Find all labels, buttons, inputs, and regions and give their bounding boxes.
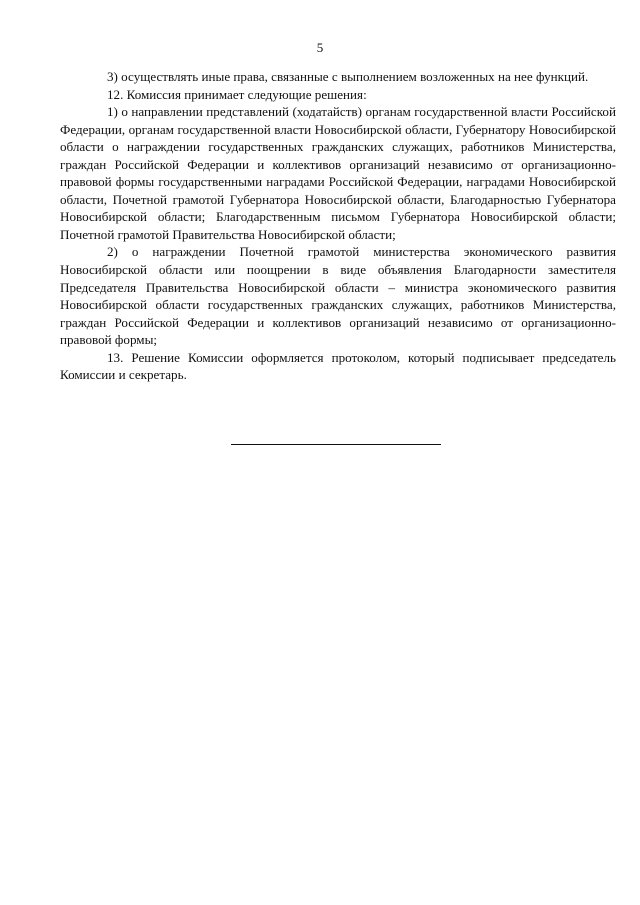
paragraph-section-12: 12. Комиссия принимает следующие решения: bbox=[107, 86, 367, 102]
paragraph-decision-1: 1) о направлении представлений (ходатайств) органам государственной власти Российской Федерации, органам государственной власти Новосибирской области, Губернатору Новосибирской области о награждении государственных гражданских служащих, работников Министерства, граждан Российской Федерации и коллективов организаций независимо от организационно-правовой формы государственными наградами Российской Федерации, наградами Новосибирской области, Почетной грамотой Губернатора Новосибирской области, Благодарностью Губернатора Новосибирской области; Благодарственным письмом Губернатора Новосибирской области; Почетной грамотой Правительства Новосибирской области; bbox=[60, 104, 616, 242]
page-number: 5 bbox=[316, 40, 324, 55]
end-of-document-line bbox=[231, 444, 441, 445]
paragraph-item-3-rights: 3) осуществлять иные права, связанные с выполнением возложенных на нее функций. bbox=[107, 69, 589, 84]
document-body bbox=[60, 68, 616, 384]
paragraph-decision-2: 2) о награждении Почетной грамотой министерства экономического развития Новосибирской области или поощрении в виде объявления Благодарности заместителя Председателя Правительства Новосибирской области – министра экономического развития Новосибирской области государственных гражданских служащих, работников Министерства, граждан Российской Федерации и коллективов организаций независимо от организационно-правовой формы; bbox=[60, 244, 616, 348]
paragraph-section-13: 13. Решение Комиссии оформляется протоколом, который подписывает председатель Комиссии и секретарь. bbox=[60, 349, 616, 383]
